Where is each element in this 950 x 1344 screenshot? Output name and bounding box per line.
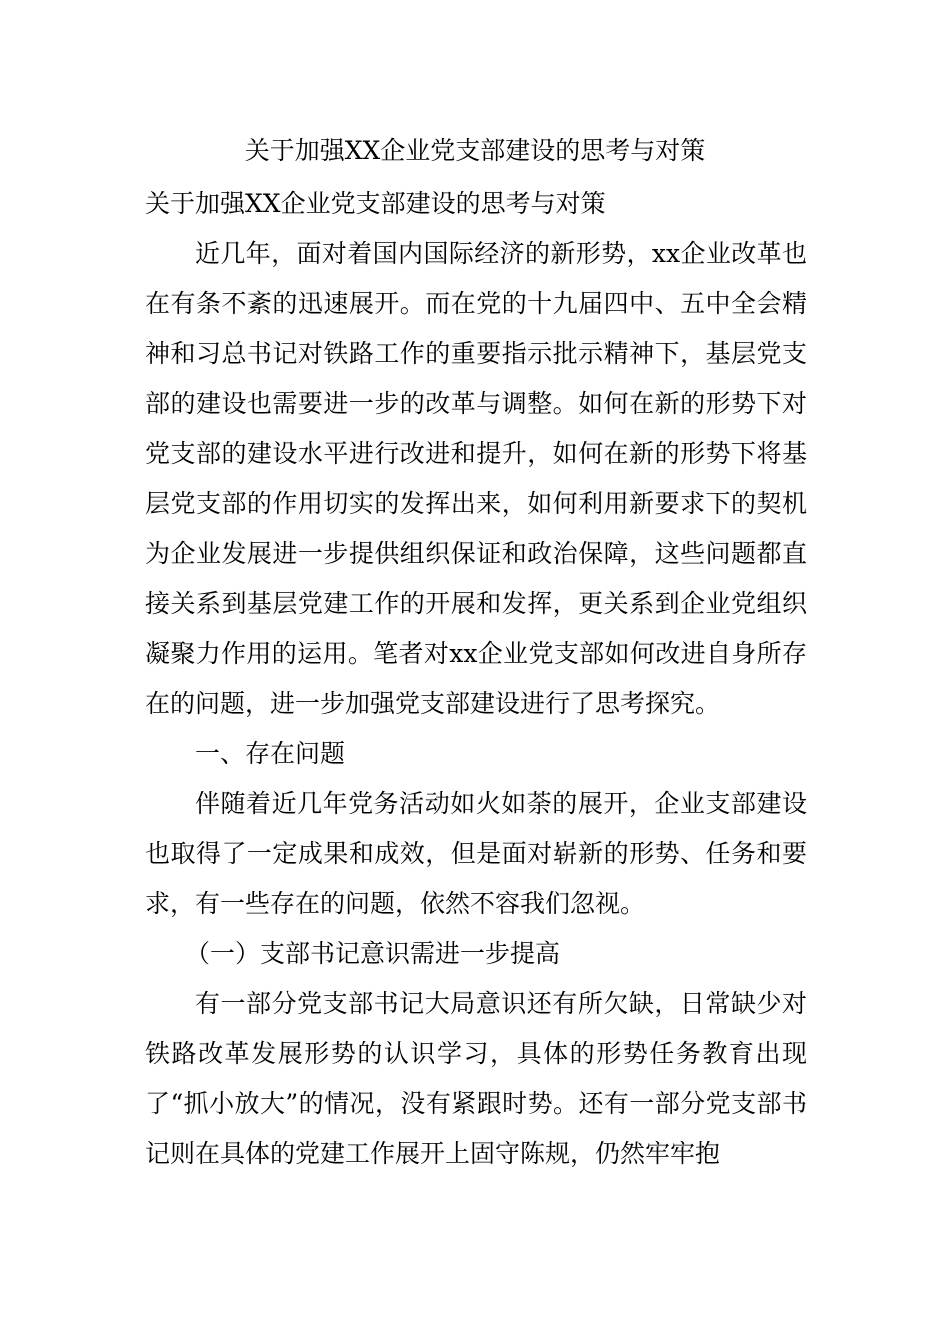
secretary-paragraph: 有一部分党支部书记大局意识还有所欠缺，日常缺少对铁路改革发展形势的认识学习，具体的形势任务教育出现了“抓小放大”的情况，没有紧跟时势。还有一部分党支部书记则在具体的党建工作展开上固守陈规，仍然牢牢抱 — [145, 989, 807, 1168]
document-body — [145, 179, 807, 1179]
document-title: 关于加强XX企业党支部建设的思考与对策 — [244, 136, 706, 165]
section-heading-problems: 一、存在问题 — [195, 739, 346, 768]
intro-paragraph: 近几年，面对着国内国际经济的新形势，xx企业改革也在有条不紊的迅速展开。而在党的十九届四中、五中全会精神和习总书记对铁路工作的重要指示批示精神下，基层党支部的建设也需要进一步的改革与调整。如何在新的形势下对党支部的建设水平进行改进和提升，如何在新的形势下将基层党支部的作用切实的发挥出来，如何利用新要求下的契机为企业发展进一步提供组织保证和政治保障，这些问题都直接关系到基层党建工作的开展和发挥，更关系到企业党组织凝聚力作用的运用。笔者对xx企业党支部如何改进自身所存在的问题，进一步加强党支部建设进行了思考探究。 — [145, 239, 807, 718]
document-subtitle: 关于加强XX企业党支部建设的思考与对策 — [145, 189, 606, 218]
problems-paragraph: 伴随着近几年党务活动如火如荼的展开，企业支部建设也取得了一定成果和成效，但是面对崭新的形势、任务和要求，有一些存在的问题，依然不容我们忽视。 — [145, 789, 807, 918]
subsection-heading-secretary: （一）支部书记意识需进一步提高 — [185, 939, 561, 968]
